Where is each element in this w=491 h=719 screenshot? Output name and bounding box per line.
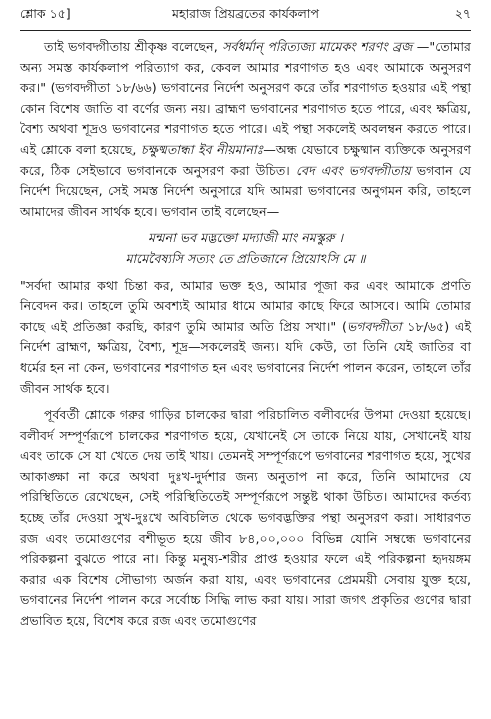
verse-line-2: মামেবৈষ্যসি সত্যং তে প্রতিজানে প্রিয়োঽসি মে ॥ [125, 250, 366, 266]
para2-text-2: ১৮/৬৫) এই নির্দেশ ব্রাহ্মণ, ক্ষত্রিয়, বৈশ্য, শূদ্র—সকলেরই জন্য। যদি কেউ, তা তিনি যেই জাতির বা ধর্মের হন না কেন, ভগবানের শরণাগত হন এবং ভগবানের নির্দেশ পালন করেন, তাহলে তাঁর জীবন সার্থক হবে। [20, 318, 471, 396]
para2-text-1: "সর্বদা আমার কথা চিন্তা কর, আমার ভক্ত হও, আমার পূজা কর এবং আমাকে প্রণতি নিবেদন কর। তাহলে তুমি অবশ্যই আমার ধামে আমার কাছে ফিরে আসবে। আমি তোমার কাছে এই প্রতিজ্ঞা করছি, কারণ তুমি আমার অতি প্রিয় সখা।" ( [20, 277, 471, 334]
para1-italic-3: বেদ এবং ভগবদ্গীতায় [295, 162, 411, 178]
header-divider [20, 30, 471, 31]
page-number: ২৭ [454, 6, 471, 21]
paragraph-2 [20, 276, 471, 400]
para1-text-2: —"তোমার অন্য সমস্ত কার্যকলাপ পরিত্যাগ কর, কেবল আমার শরণাগত হও এবং আমাকে অনুসরণ কর।" (ভগবদ্গীতা ১৮/৬৬) ভগবানের নির্দেশ অনুসরণ করে তাঁর শরণাগত হওয়ার এই পন্থা কোন বিশেষ জাতি বা বর্ণের জন্য নয়। ব্রাহ্মণ ভগবানের শরণাগত হতে পারে, এবং ক্ষত্রিয়, বৈশ্য অথবা শূদ্রও ভগবানের শরণাগত হতে পারে। এই পন্থা সকলেই অবলম্বন করতে পারে। এই শ্লোকে বলা হয়েছে, [20, 39, 471, 157]
para1-sanskrit-2: চক্ষুষ্মতান্ধা ইব নীয়মানাঃ [140, 141, 264, 157]
verse-line-1: মন্মনা ভব মদ্ভক্তো মদ্যাজী মাং নমস্কুরু । [148, 230, 343, 246]
page-header [20, 6, 471, 28]
paragraph-3: পূর্ববর্তী শ্লোকে গরুর গাড়ির চালকের দ্বারা পরিচালিত বলীবর্দের উপমা দেওয়া হয়েছে। বলীবর্দ সম্পূর্ণরূপে চালকের শরণাগত হয়ে, যেখানেই সে তাকে নিয়ে যায়, সেখানেই যায় এবং তাকে সে যা খেতে দেয় তাই খায়। তেমনই সম্পূর্ণরূপে ভগবানের শরণাগত হয়ে, সুখের আকাঙ্ক্ষা না করে অথবা দুঃখ-দুর্দশার জন্য অনুতাপ না করে, তিনি আমাদের যে পরিস্থিতিতে রেখেছেন, সেই পরিস্থিতিতেই সম্পূর্ণরূপে সন্তুষ্ট থাকা উচিত। আমাদের কর্তব্য হচ্ছে তাঁর দেওয়া সুখ-দুঃখে অবিচলিত থেকে ভগবদ্ভক্তির পন্থা অনুসরণ করা। সাধারণত রজ এবং তমোগুণের বশীভূত হয়ে জীব ৮৪,০০,০০০ বিভিন্ন যোনি সম্বন্ধে ভগবানের পরিকল্পনা বুঝতে পারে না। কিন্তু মনুষ্য-শরীর প্রাপ্ত হওয়ার ফলে এই পরিকল্পনা হৃদয়ঙ্গম করার এক বিশেষ সৌভাগ্য অর্জন করা যায়, এবং ভগবানের প্রেমময়ী সেবায় যুক্ত হয়ে, ভগবানের নির্দেশ পালন করে সর্বোচ্চ সিদ্ধি লাভ করা যায়। সারা জগৎ প্রকৃতির গুণের দ্বারা প্রভাবিত হয়ে, বিশেষ করে রজ এবং তমোগুণের [20, 407, 471, 629]
verse-reference: শ্লোক ১৫] [20, 6, 71, 21]
para1-text-4: ভগবান যে নির্দেশ দিয়েছেন, সেই সমস্ত নির্দেশ অনুসারে যদি আমরা ভগবানের অনুগমন করি, তাহলে আমাদের জীবন সার্থক হবে। ভগবান তাই বলেছেন— [20, 162, 472, 219]
para1-text-3: —অন্ধ যেভাবে চক্ষুষ্মান ব্যক্তিকে অনুসরণ করে, ঠিক সেইভাবে ভগবানকে অনুসরণ করা উচিত। [20, 141, 471, 178]
paragraph-1 [20, 37, 471, 222]
chapter-title: মহারাজ প্রিয়ব্রতের কার্যকলাপ [172, 6, 319, 21]
para2-italic-1: ভগবদ্গীতা [346, 318, 402, 334]
para1-sanskrit-1: সর্বধর্মান্ পরিত্যজ্য মামেকং শরণং ব্রজ [222, 39, 413, 54]
para1-text-1: তাই ভগবদ্গীতায় শ্রীকৃষ্ণ বলেছেন, [44, 39, 223, 54]
